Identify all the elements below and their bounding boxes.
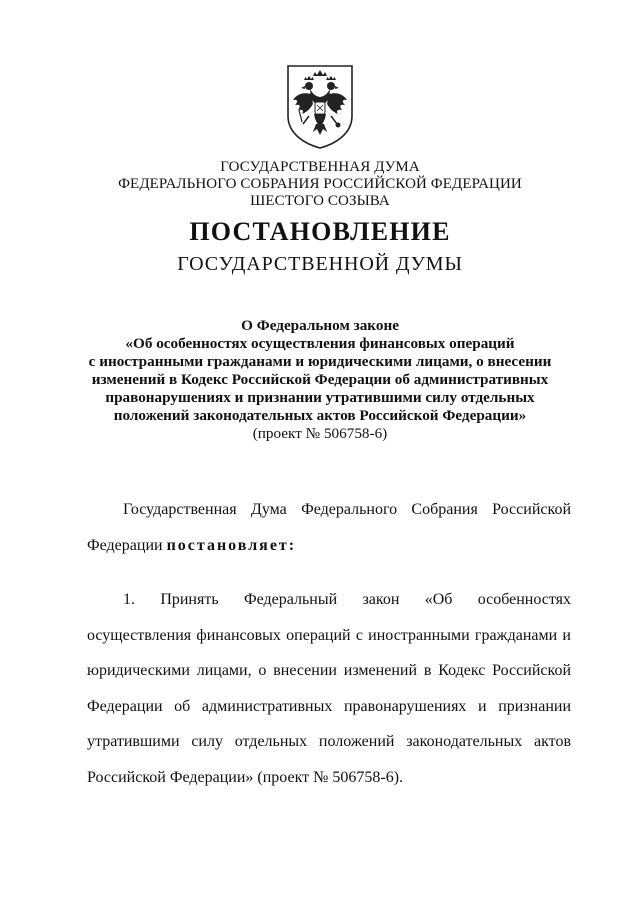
preamble-text: Государственная Дума Федерального Собрания Российской Федерации	[87, 501, 571, 554]
preamble-verb: постановляет:	[166, 537, 297, 554]
subject-line: правонарушениях и признании утратившими силу отдельных	[105, 389, 535, 406]
subject-line: с иностранными гражданами и юридическими лицами, о внесении	[88, 353, 552, 370]
subject-line: «Об особенностях осуществления финансовых операций	[125, 335, 515, 352]
subject-line: изменений в Кодекс Российской Федерации об административных	[91, 371, 549, 388]
document-type: ПОСТАНОВЛЕНИЕ	[189, 217, 451, 246]
preamble-paragraph	[87, 492, 571, 564]
resolution-point-1: 1. Принять Федеральный закон «Об особенностях осуществления финансовых операций с иностранными гражданами и юридическими лицами, о внесении изменений в Кодекс Российской Федерации об административных правонарушениях и признании утратившими силу отдельных положений законодательных актов Российской Федерации» (проект № 506758-6).	[87, 591, 571, 786]
document-subject	[40, 317, 600, 443]
state-emblem-icon	[285, 64, 355, 150]
project-number: (проект № 506758-6)	[252, 425, 388, 442]
document-type-subtitle: ГОСУДАРСТВЕННОЙ ДУМЫ	[177, 253, 463, 275]
subject-line: О Федеральном законе	[241, 317, 399, 334]
issuing-authority	[40, 159, 600, 210]
org-line-federal-assembly: ФЕДЕРАЛЬНОГО СОБРАНИЯ РОССИЙСКОЙ ФЕДЕРАЦИИ	[118, 176, 522, 192]
org-line-convocation: ШЕСТОГО СОЗЫВА	[250, 193, 390, 209]
subject-line: положений законодательных актов Российской Федерации»	[113, 407, 527, 424]
org-line-duma: ГОСУДАРСТВЕННАЯ ДУМА	[220, 159, 420, 175]
